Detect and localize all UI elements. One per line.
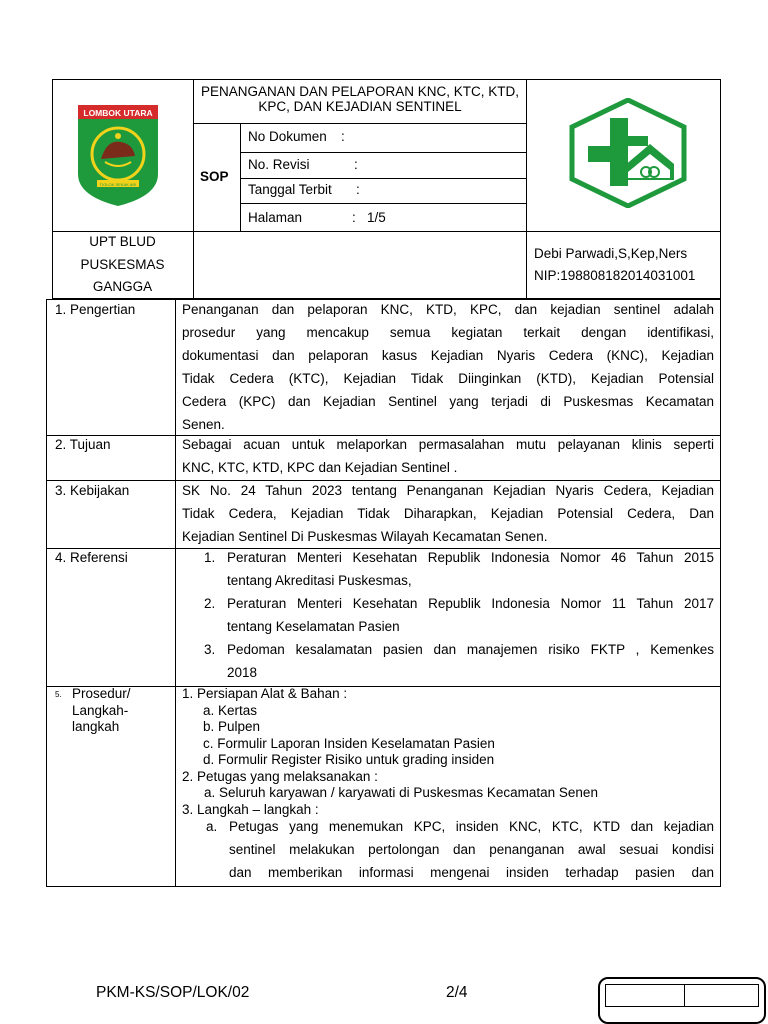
reference-line: Peraturan Menteri Kesehatan Republik Indonesia Nomor 11 Tahun 2017 [227, 596, 714, 611]
label-prosedur [55, 686, 131, 736]
logo-motto-text: TIOLOK SEKAK ARI [99, 182, 137, 187]
reference-line: tentang Keselamatan Pasien [227, 619, 400, 634]
footer-page: 2/4 [446, 984, 468, 1001]
field-label: No. Revisi [248, 157, 310, 172]
step-3a-num: a. [206, 819, 218, 834]
reference-num: 3. [204, 642, 216, 657]
document-title: PENANGANAN DAN PELAPORAN KNC, KTC, KTD, KPC, DAN KEJADIAN SENTINEL [200, 84, 520, 114]
reference-line: tentang Akreditasi Puskesmas, [227, 573, 412, 588]
field-sep: : [352, 210, 356, 225]
text-line: prosedur yang mencakup semua kegiatan terkait dengan identifikasi, [182, 325, 714, 340]
field-sep: : [354, 157, 358, 172]
text-line: Sebagai acuan untuk melaporkan permasalahan mutu pelayanan klinis seperti [182, 437, 714, 452]
step-3a [182, 815, 714, 884]
signatory [534, 243, 720, 287]
text-line: KNC, KTC, KTD, KPC dan Kejadian Sentinel . [182, 460, 458, 475]
field-no-dokumen [248, 129, 518, 146]
reference-num: 2. [204, 596, 216, 611]
content-kebijakan [182, 479, 714, 548]
logo-banner-text: LOMBOK UTARA [83, 108, 153, 118]
field-sep: : [341, 129, 345, 144]
label-tujuan: 2. Tujuan [55, 437, 111, 452]
text-line: Tidak Cedera, Kejadian Tidak Diharapkan, Kejadian Potensial Cedera, Dan [182, 506, 714, 521]
reference-line: Peraturan Menteri Kesehatan Republik Indonesia Nomor 46 Tahun 2015 [227, 550, 714, 565]
label-line: Prosedur/ [72, 686, 131, 701]
reference-line: 2018 [227, 665, 258, 680]
step-1-item: a. Kertas [203, 702, 258, 718]
field-tanggal-terbit [248, 182, 518, 199]
reference-item [182, 592, 714, 638]
label-pengertian: 1. Pengertian [55, 302, 136, 317]
reference-item [182, 638, 714, 684]
content-prosedur [182, 686, 714, 884]
lombok-utara-logo [77, 104, 159, 208]
label-kebijakan: 3. Kebijakan [55, 483, 130, 498]
signatory-name: Debi Parwadi,S,Kep,Ners [534, 246, 688, 261]
field-label: Tanggal Terbit [248, 182, 332, 197]
reference-item [182, 546, 714, 592]
text-line: dokumentasi dan pelaporan kasus Kejadian Nyaris Cedera (KNC), Kejadian [182, 348, 714, 363]
content-pengertian [182, 298, 714, 436]
step-3a-line: dan memberikan informasi mengenai insiden terhadap pasien dan [229, 865, 714, 880]
step-1-item: d. Formulir Register Risiko untuk grading insiden [203, 752, 495, 767]
logo-shield [78, 119, 158, 206]
reference-num: 1. [204, 550, 216, 565]
text-line: Penanganan dan pelaporan KNC, KTD, KPC, dan kejadian sentinel adalah [182, 302, 714, 317]
step-2: 2. Petugas yang melaksanakan : [182, 768, 378, 784]
footer-code: PKM-KS/SOP/LOK/02 [96, 984, 250, 1001]
text-line: SK No. 24 Tahun 2023 tentang Penanganan Kejadian Nyaris Cedera, Kejadian [182, 483, 714, 498]
sop-label: SOP [200, 169, 229, 184]
field-halaman [248, 210, 518, 227]
text-line: Cedera (KPC) dan Kejadian Sentinel yang terjadi di Puskesmas Kecamatan [182, 394, 714, 409]
step-3: 3. Langkah – langkah : [182, 801, 319, 817]
step-1-item: b. Pulpen [203, 719, 261, 734]
label-line: langkah [72, 719, 120, 734]
unit-line: GANGGA [92, 279, 153, 294]
label-line: Langkah- [72, 702, 129, 718]
unit-line: UPT BLUD [89, 234, 156, 249]
content-tujuan [182, 433, 714, 479]
step-3a-line: Petugas yang menemukan KPC, insiden KNC, KTC, KTD dan kejadian [229, 819, 714, 834]
unit-line: PUSKESMAS [80, 256, 165, 272]
text-line: Senen. [182, 417, 225, 432]
label-referensi: 4. Referensi [55, 550, 128, 565]
unit-name [55, 231, 190, 299]
field-label: No Dokumen [248, 129, 327, 144]
footer-box [598, 977, 766, 1024]
step-3a-line: sentinel melakukan pertolongan dan penanganan awal sesuai kondisi [229, 842, 714, 857]
text-line: Tidak Cedera (KTC), Kejadian Tidak Diinginkan (KTD), Kejadian Potensial [182, 371, 714, 386]
field-value: 1/5 [367, 210, 386, 225]
step-2-item: a. Seluruh karyawan / karyawati di Puskesmas Kecamatan Senen [204, 785, 598, 800]
reference-line: Pedoman kesalamatan pasien dan manajemen risiko FKTP , Kemenkes [227, 642, 714, 657]
text-line: Kejadian Sentinel Di Puskesmas Wilayah Kecamatan Senen. [182, 529, 548, 544]
field-sep: : [356, 182, 360, 197]
puskesmas-logo [568, 98, 688, 208]
step-1: 1. Persiapan Alat & Bahan : [182, 686, 348, 701]
signatory-nip: NIP:198808182014031001 [534, 268, 696, 283]
field-no-revisi [248, 157, 518, 174]
field-label: Halaman [248, 210, 303, 225]
label-prosedur-num: 5. [55, 690, 62, 699]
step-1-item: c. Formulir Laporan Insiden Keselamatan Pasien [203, 735, 495, 751]
content-referensi [182, 546, 714, 684]
